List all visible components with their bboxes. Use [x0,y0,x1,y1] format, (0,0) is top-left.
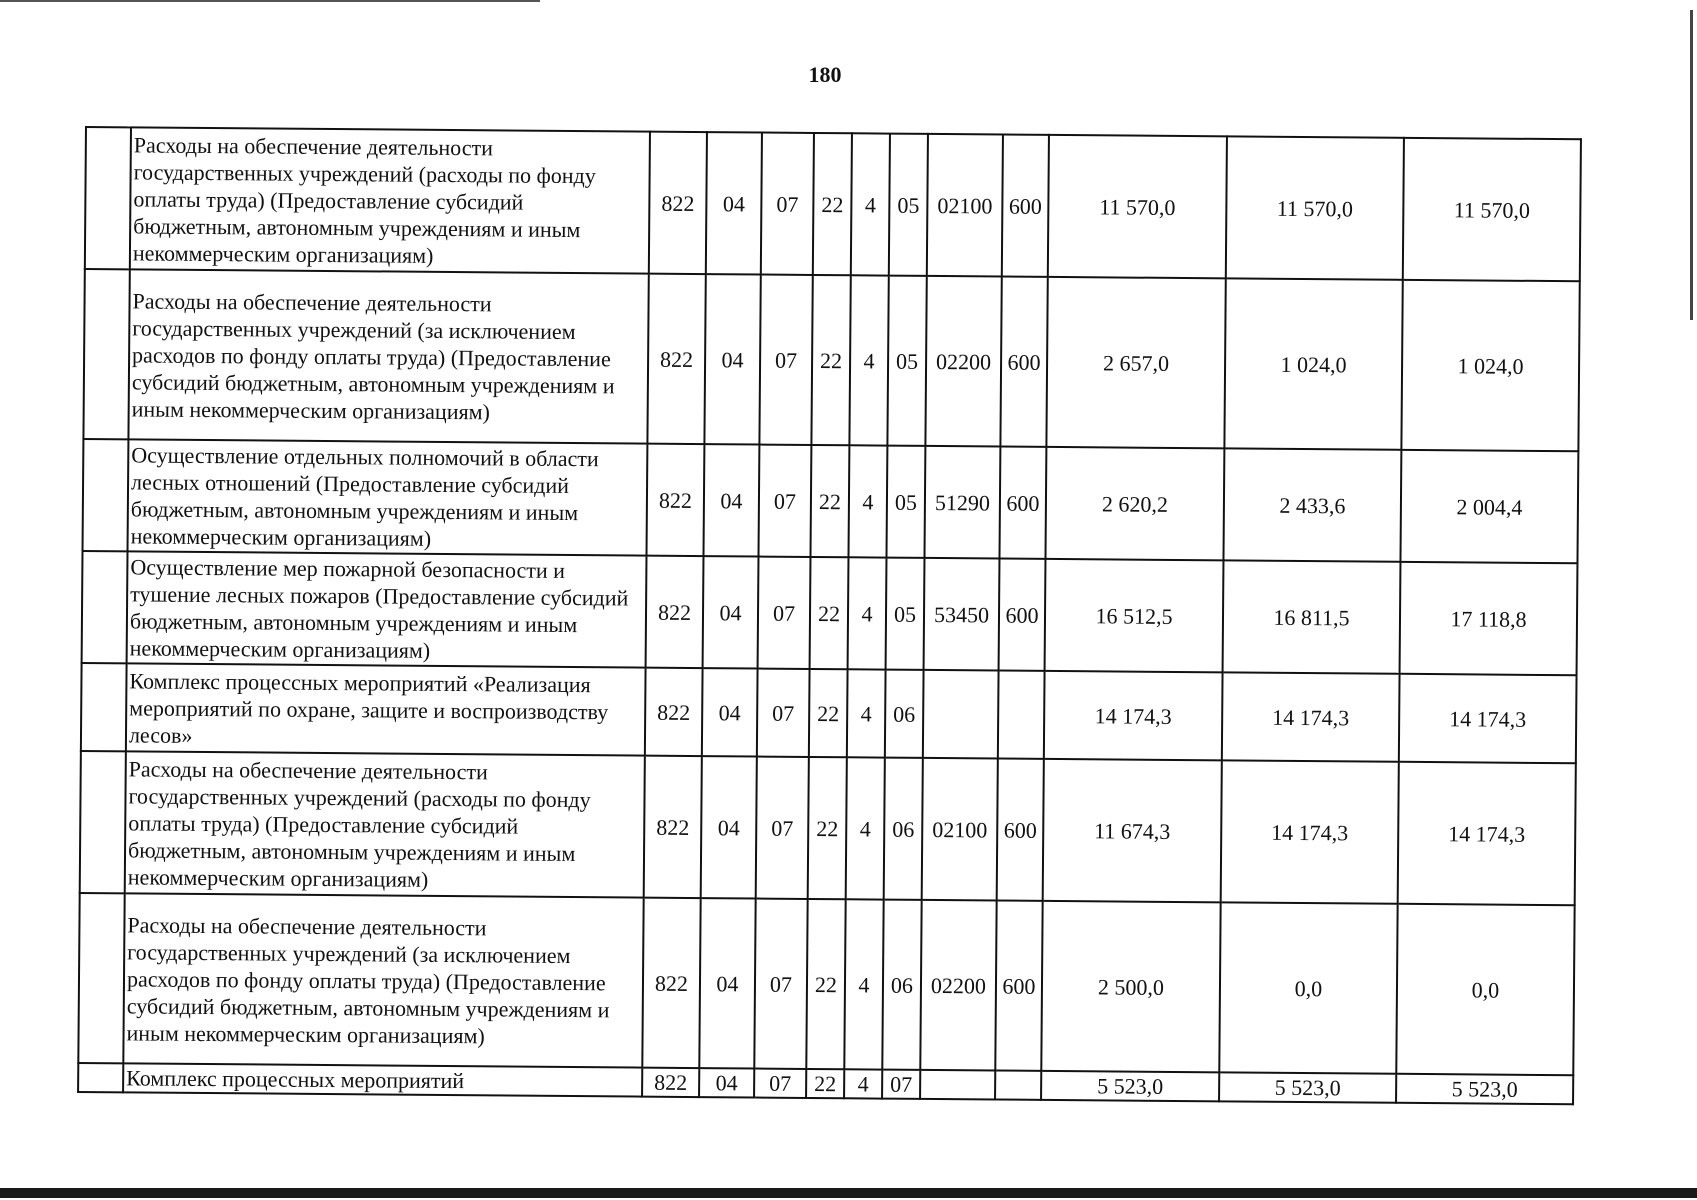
amount-year-3: 14 174,3 [1398,762,1576,905]
code-section: 04 [706,132,762,274]
code-complex: 06 [882,900,921,1070]
row-index-cell [83,269,129,439]
row-index-cell [80,751,126,893]
code-direction: 02100 [927,134,1003,277]
code-complex: 05 [886,558,925,670]
amount-year-2: 14 174,3 [1222,672,1400,761]
table-row [81,663,1577,763]
code-type: 4 [844,899,883,1069]
row-index-cell [81,663,127,751]
code-type: 4 [847,669,886,757]
code-type: 4 [849,275,888,445]
amount-year-2: 1 024,0 [1224,278,1402,449]
row-description: Осуществление отдельных полномочий в области лесных отношений (Предоставление субсидий бюджетным, автономным учреждениям и иным некоммерческим организациям) [128,439,648,555]
code-subsection: 07 [757,669,810,757]
amount-year-3: 5 523,0 [1396,1074,1573,1104]
amount-year-3: 1 024,0 [1401,280,1579,451]
amount-year-2: 16 811,5 [1223,560,1401,673]
code-program: 22 [808,757,847,899]
code-expense-type [995,1070,1041,1099]
code-subsection: 07 [758,445,811,557]
table-row [78,893,1574,1075]
code-direction [920,1070,995,1100]
code-direction: 02200 [920,900,996,1071]
amount-year-1: 11 674,3 [1043,759,1222,902]
code-expense-type [998,671,1045,759]
budget-table [77,126,1582,1105]
code-section: 04 [704,274,760,444]
row-index-cell [85,127,131,269]
code-complex: 06 [885,670,924,758]
code-complex: 05 [889,134,928,276]
code-direction: 53450 [924,558,1000,671]
table-row [85,127,1581,281]
code-section: 04 [699,898,755,1068]
row-index-cell [78,893,124,1063]
code-expense-type: 600 [999,559,1046,671]
amount-year-2: 5 523,0 [1219,1072,1396,1102]
code-direction: 02200 [925,276,1001,447]
table-row [83,269,1579,451]
amount-year-1: 2 657,0 [1046,277,1225,448]
code-type: 4 [844,1069,882,1098]
code-ved: 822 [646,556,704,668]
code-ved: 822 [649,132,707,274]
row-description: Осуществление мер пожарной безопасности и тушение лесных пожаров (Предоставление субсидий бюджетным, автономным учреждениям и иным некоммерческим организациям) [127,551,647,667]
table-row [83,439,1579,563]
code-program: 22 [806,899,845,1069]
code-section: 04 [703,444,759,556]
amount-year-2: 14 174,3 [1221,760,1399,903]
amount-year-1: 2 620,2 [1045,447,1224,560]
code-section: 04 [703,556,759,668]
scan-edge-right [1690,10,1693,320]
row-index-cell [78,1063,123,1092]
code-program: 22 [806,1069,844,1098]
code-expense-type: 600 [1002,135,1049,277]
code-direction: 51290 [924,446,1000,559]
code-subsection: 07 [754,1069,806,1098]
code-complex: 05 [887,276,926,446]
code-ved: 822 [645,668,703,756]
amount-year-1: 16 512,5 [1045,559,1224,672]
row-description: Расходы на обеспечение деятельности государственных учреждений (за исключением расходов по фонду оплаты труда) (Предоставление субсидий бюджетным, автономным учреждениям и иным некоммерческим организациям) [123,893,643,1067]
code-program: 22 [810,445,849,557]
code-subsection: 07 [759,275,812,445]
code-ved: 822 [642,1068,699,1097]
code-subsection: 07 [761,133,814,275]
amount-year-3: 14 174,3 [1399,674,1577,763]
amount-year-2: 0,0 [1219,902,1397,1073]
row-index-cell [83,439,129,551]
row-description: Комплекс процессных мероприятий «Реализация мероприятий по охране, защите и воспроизводству лесов» [126,663,646,755]
row-index-cell [82,551,128,663]
code-program: 22 [811,275,850,445]
code-ved: 822 [646,444,704,556]
amount-year-1: 11 570,0 [1048,135,1227,278]
code-expense-type: 600 [995,901,1042,1071]
code-section: 04 [702,668,758,756]
code-ved: 822 [644,756,702,898]
code-section: 04 [699,1068,754,1097]
code-direction: 02100 [922,758,998,901]
amount-year-3: 11 570,0 [1403,138,1581,281]
amount-year-1: 2 500,0 [1041,901,1220,1072]
code-section: 04 [701,756,757,898]
code-complex: 06 [884,758,923,900]
amount-year-1: 14 174,3 [1044,671,1223,760]
page-number: 180 [808,62,842,87]
row-description: Расходы на обеспечение деятельности государственных учреждений (за исключением расходов по фонду оплаты труда) (Предоставление субсидий бюджетным, автономным учреждениям и иным некоммерческим организациям) [128,269,648,443]
amount-year-2: 11 570,0 [1226,136,1404,279]
amount-year-3: 2 004,4 [1400,450,1578,563]
row-description: Комплекс процессных мероприятий [123,1063,642,1096]
code-expense-type: 600 [1000,277,1047,447]
row-description: Расходы на обеспечение деятельности государственных учреждений (расходы по фонду оплаты труда) (Предоставление субсидий бюджетным, автономным учреждениям и иным некоммерческим организациям) [130,127,650,273]
code-type: 4 [851,133,890,275]
amount-year-3: 0,0 [1396,904,1574,1075]
code-type: 4 [848,557,887,669]
scan-edge-top [0,0,540,2]
code-complex: 05 [886,446,925,558]
code-type: 4 [848,445,887,557]
code-subsection: 07 [758,557,811,669]
amount-year-3: 17 118,8 [1400,562,1578,675]
code-complex: 07 [882,1070,920,1099]
row-description: Расходы на обеспечение деятельности государственных учреждений (расходы по фонду оплаты труда) (Предоставление субсидий бюджетным, автономным учреждениям и иным некоммерческим организациям) [125,751,645,897]
scan-edge-bottom [0,1188,1697,1198]
code-ved: 822 [642,898,700,1068]
code-expense-type: 600 [997,759,1044,901]
table-row [80,751,1576,905]
table-row [82,551,1578,675]
code-subsection: 07 [754,899,807,1069]
code-program: 22 [813,133,852,275]
amount-year-1: 5 523,0 [1041,1071,1219,1101]
code-program: 22 [810,557,849,669]
code-ved: 822 [647,274,705,444]
code-expense-type: 600 [999,447,1046,559]
amount-year-2: 2 433,6 [1223,448,1401,561]
code-direction [923,670,999,759]
code-program: 22 [809,669,848,757]
code-type: 4 [846,757,885,899]
code-subsection: 07 [756,757,809,899]
